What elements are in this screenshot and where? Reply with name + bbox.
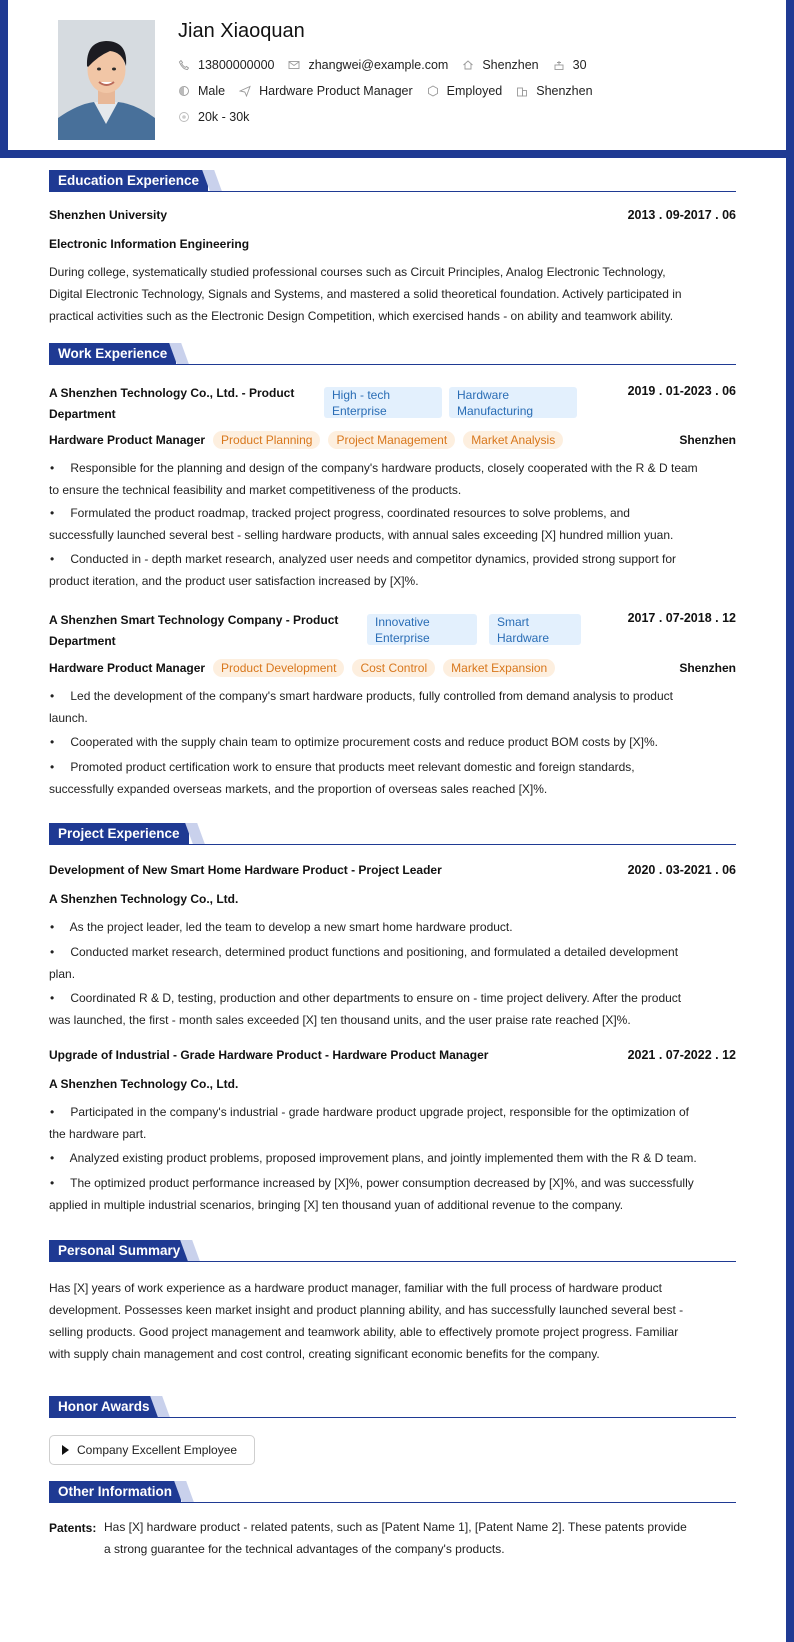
job-city: Shenzhen (679, 433, 736, 447)
project-date: 2021 . 07-2022 . 12 (627, 1048, 736, 1062)
industry-tag: Innovative Enterprise (367, 614, 477, 645)
list-item: • As the project leader, led the team to develop a new smart home hardware product. (49, 916, 736, 938)
school-name: Shenzhen University (49, 208, 168, 222)
send-icon (239, 85, 251, 97)
project-name: Development of New Smart Home Hardware Product - Project Leader (49, 863, 442, 877)
section-header-summary (49, 1240, 736, 1262)
list-item: • Conducted market research, determined product functions and positioning, and formulated a detailed development plan. (49, 941, 736, 985)
skill-tag: Cost Control (352, 659, 435, 677)
section-header-other (49, 1481, 736, 1503)
award-item[interactable] (49, 1435, 255, 1465)
current-location: Shenzhen (482, 58, 539, 72)
education-date: 2013 . 09-2017 . 06 (627, 208, 736, 222)
list-item: • Participated in the company's industrial - grade hardware product upgrade project, responsible for the optimization of the hardware part. (49, 1101, 736, 1145)
list-item: • Analyzed existing product problems, proposed improvement plans, and jointly implemented them with the R & D team. (49, 1147, 736, 1169)
blue-frame-divider (0, 150, 794, 158)
contact-row-3 (178, 110, 263, 124)
caret-right-icon (62, 1445, 69, 1455)
section-title: Education Experience (49, 170, 208, 191)
skill-tag: Project Management (328, 431, 455, 449)
avatar (58, 20, 155, 140)
project-name: Upgrade of Industrial - Grade Hardware Product - Hardware Product Manager (49, 1048, 489, 1062)
blue-frame-left (0, 0, 8, 158)
list-item: • Conducted in - depth market research, analyzed user needs and competitor dynamics, provided strong support for product iteration, and the product user satisfaction increased by [X]%. (49, 548, 736, 592)
list-item: • Led the development of the company's smart hardware products, fully controlled from demand analysis to product launch. (49, 685, 736, 729)
industry-tag: Smart Hardware (489, 614, 581, 645)
email-address: zhangwei@example.com (308, 58, 449, 72)
patents-label: Patents: (49, 1521, 97, 1535)
job-city: Shenzhen (679, 661, 736, 675)
age-icon (553, 59, 565, 71)
list-item: • Formulated the product roadmap, tracked project progress, coordinated resources to solve problems, and successfully launched several best - selling hardware products, with annual sales exceeding [X] hundred million yuan. (49, 502, 736, 546)
phone-icon (178, 59, 190, 71)
skill-tag: Product Planning (213, 431, 320, 449)
list-item: • Cooperated with the supply chain team to optimize procurement costs and reduce product BOM costs by [X]%. (49, 731, 736, 753)
skill-tag: Market Analysis (463, 431, 563, 449)
job-company: A Shenzhen Smart Technology Company - Product Department (49, 613, 339, 648)
candidate-name: Jian Xiaoquan (178, 20, 305, 42)
job-role-row (49, 659, 555, 677)
gender: Male (198, 84, 226, 98)
job-date: 2019 . 01-2023 . 06 (627, 384, 736, 398)
list-item: • Promoted product certification work to ensure that products meet relevant domestic and foreign standards, successfully expanded overseas markets, and the proportion of overseas sales reached [X]%. (49, 756, 736, 800)
contact-row-1 (178, 58, 601, 72)
salary-icon (178, 111, 190, 123)
employment-status: Employed (446, 84, 503, 98)
skill-tag: Market Expansion (443, 659, 555, 677)
contact-row-2 (178, 84, 607, 98)
education-description: During college, systematically studied professional courses such as Circuit Principles, Analog Electronic Technology, Digital Electronic Technology, Signals and Systems, and mastered a solid theoretical foundation. Actively participated in practical activities such as the Electronic Design Competition, which exercised hands - on ability and teamwork ability. (49, 265, 682, 323)
section-header-honors (49, 1396, 736, 1418)
job-date: 2017 . 07-2018 . 12 (627, 611, 736, 625)
section-header-work (49, 343, 736, 365)
project-company: A Shenzhen Technology Co., Ltd. (49, 1077, 239, 1091)
target-city: Shenzhen (536, 84, 593, 98)
list-item: • Coordinated R & D, testing, production and other departments to ensure on - time project delivery. After the product was launched, the first - month sales exceeded [X] ten thousand units, and the user praise rate reached [X]%. (49, 987, 736, 1031)
status-icon (427, 85, 439, 97)
job-role: Hardware Product Manager (49, 661, 206, 675)
mail-icon (288, 59, 300, 71)
project-date: 2020 . 03-2021 . 06 (627, 863, 736, 877)
section-header-projects (49, 823, 736, 845)
section-title: Other Information (49, 1481, 181, 1502)
blue-frame-right (786, 0, 794, 1642)
award-label: Company Excellent Employee (77, 1443, 238, 1457)
project-company: A Shenzhen Technology Co., Ltd. (49, 892, 239, 906)
section-title: Work Experience (49, 343, 176, 364)
home-icon (462, 59, 474, 71)
expected-salary: 20k - 30k (198, 110, 250, 124)
profile-header (58, 20, 758, 140)
job-company: A Shenzhen Technology Co., Ltd. - Product Department (49, 386, 295, 421)
summary-text: Has [X] years of work experience as a hardware product manager, familiar with the full process of hardware product development. Possesses keen market insight and product planning ability, and has successfully launched several best - selling products. Good project management and teamwork ability, able to effectively promote project progress. Familiar with supply chain management and cost control, creating significant economic benefits for the company. (49, 1281, 684, 1361)
phone-number: 13800000000 (198, 58, 275, 72)
section-title: Project Experience (49, 823, 189, 844)
section-header-education (49, 170, 736, 192)
industry-tag: High - tech Enterprise (324, 387, 442, 418)
section-title: Personal Summary (49, 1240, 189, 1261)
job-role-row (49, 431, 563, 449)
gender-icon (178, 85, 190, 97)
building-icon (516, 85, 528, 97)
job-position: Hardware Product Manager (259, 84, 413, 98)
patents-text: Has [X] hardware product - related patents, such as [Patent Name 1], [Patent Name 2]. These patents provide a strong guarantee for the technical advantages of the company's products. (104, 1520, 687, 1556)
skill-tag: Product Development (213, 659, 344, 677)
job-role: Hardware Product Manager (49, 433, 206, 447)
section-title: Honor Awards (49, 1396, 159, 1417)
major: Electronic Information Engineering (49, 237, 250, 251)
list-item: • Responsible for the planning and design of the company's hardware products, closely cooperated with the R & D team to ensure the technical feasibility and market competitiveness of the products. (49, 457, 736, 501)
list-item: • The optimized product performance increased by [X]%, power consumption decreased by [X]%, and was successfully applied in multiple industrial scenarios, bringing [X] ten thousand yuan of additional revenue to the company. (49, 1172, 736, 1216)
age: 30 (572, 58, 587, 72)
industry-tag: Hardware Manufacturing (449, 387, 577, 418)
